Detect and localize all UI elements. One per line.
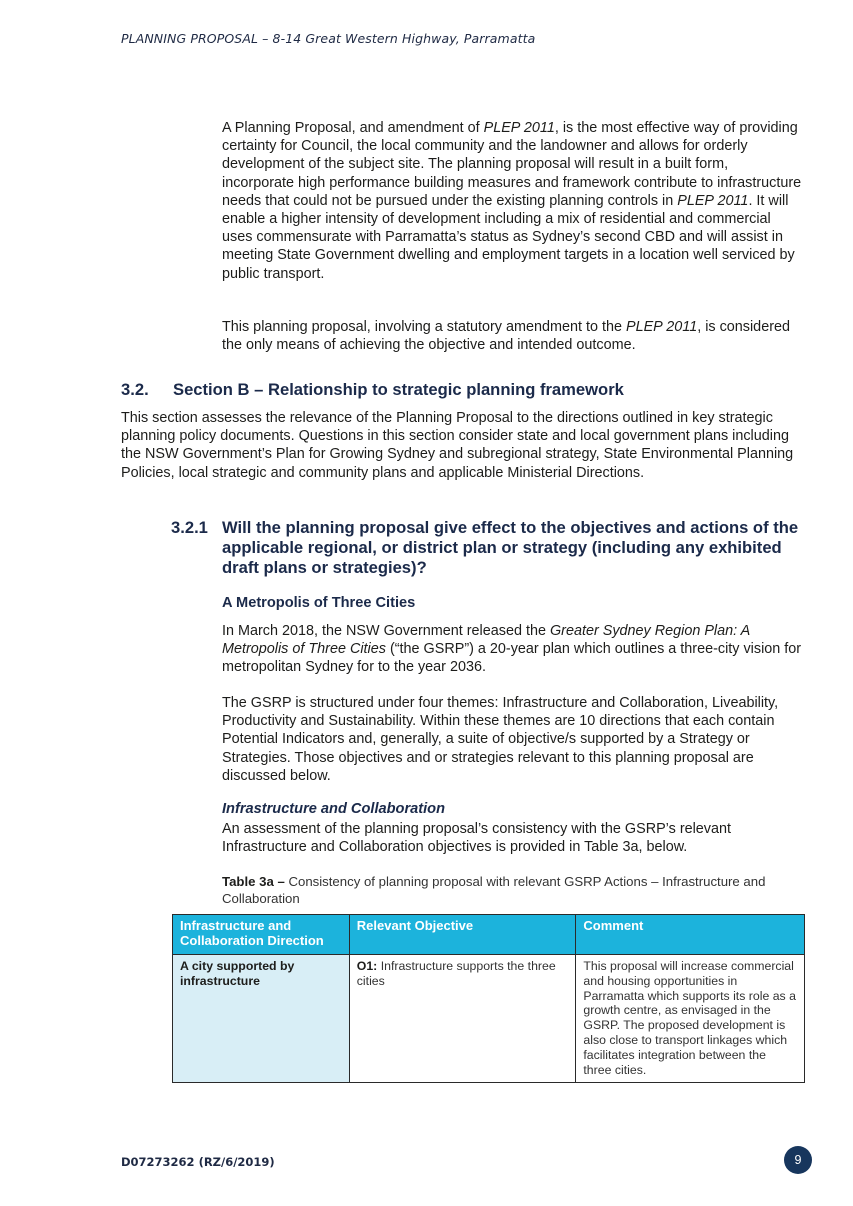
infrastructure-heading: Infrastructure and Collaboration <box>222 801 445 817</box>
subsection-number: 3.2.1 <box>171 518 208 537</box>
section-heading <box>121 380 624 400</box>
intro-paragraph-1 <box>222 119 802 283</box>
text-run: (“the GSRP”) a 20-year plan which outlines a three-city vision for metropolitan Sydney for to the year 2036. <box>222 641 802 676</box>
table-header-objective: Relevant Objective <box>349 915 576 955</box>
cell-comment: This proposal will increase commercial and housing opportunities in Parramatta which supports its role as a growth centre, as envisaged in the GSRP. The proposed development is also close to transport linkages which facilitates integration between the three cities. <box>576 955 805 1083</box>
running-header: PLANNING PROPOSAL – 8-14 Great Western Highway, Parramatta <box>121 31 536 46</box>
text-run: PLEP 2011 <box>625 319 698 335</box>
consistency-table <box>172 914 805 1083</box>
subsection-title: Will the planning proposal give effect to the objectives and actions of the applicable regional, or district plan or strategy (including any exhibited draft plans or strategies)? <box>222 518 799 577</box>
text-run: PLEP 2011 <box>483 120 555 136</box>
text-run: . It will enable a higher intensity of development including a mix of residential and commercial uses commensurate with Parramatta’s status as Sydney’s second CBD and will assist in meeting State Government dwelling and employment targets in a location well serviced by public transport. <box>222 192 795 282</box>
cell-objective <box>349 955 576 1083</box>
intro-paragraph-2 <box>222 318 802 354</box>
text-run: , is considered the only means of achieving the objective and intended outcome. <box>222 319 790 354</box>
document-id: D07273262 (RZ/6/2019) <box>121 1155 275 1169</box>
table-row <box>173 955 805 1083</box>
section-title: Section B – Relationship to strategic planning framework <box>173 380 624 399</box>
text-run: This planning proposal, involving a statutory amendment to the <box>222 319 626 335</box>
objective-label: O1: <box>356 959 378 973</box>
table-caption-text: Consistency of planning proposal with relevant GSRP Actions – Infrastructure and Collaboration <box>222 874 766 906</box>
table-header-comment: Comment <box>576 915 805 955</box>
section-body: This section assesses the relevance of the Planning Proposal to the directions outlined in key strategic planning policy documents. Questions in this section consider state and local government plans including the NSW Government’s Plan for Growing Sydney and subregional strategy, State Environmental Planning Policies, local strategic and community plans and applicable Ministerial Directions. <box>121 410 794 481</box>
metropolis-heading: A Metropolis of Three Cities <box>222 595 416 611</box>
page-number-badge: 9 <box>784 1146 812 1174</box>
infrastructure-body: An assessment of the planning proposal’s consistency with the GSRP’s relevant Infrastructure and Collaboration objectives is provided in Table 3a, below. <box>222 821 732 856</box>
text-run: Greater Sydney Region Plan: A Metropolis of Three Cities <box>222 623 750 658</box>
section-number: 3.2. <box>121 380 149 399</box>
metropolis-paragraph-1 <box>222 622 807 677</box>
text-run: , is the most effective way of providing certainty for Council, the local community and the landowner and allows for orderly development of the subject site. The planning proposal will result in a built form, incorporate high performance building measures and framework contribute to infrastructure needs that could not be pursued under the existing planning controls in <box>222 120 802 209</box>
cell-direction: A city supported by infrastructure <box>173 955 350 1083</box>
table-header-direction: Infrastructure and Collaboration Direction <box>173 915 350 955</box>
objective-text: Infrastructure supports the three cities <box>356 959 556 988</box>
table-caption <box>222 874 802 907</box>
text-run: In March 2018, the NSW Government released the <box>222 623 550 639</box>
table-caption-label: Table 3a – <box>222 874 285 889</box>
metropolis-paragraph-2: The GSRP is structured under four themes: Infrastructure and Collaboration, Liveability, Productivity and Sustainability. Within these themes are 10 directions that each contain Potential Indicators and, generally, a suite of objective/s supported by a Strategy or Strategies. Those objectives and or strategies relevant to this planning proposal are discussed below. <box>222 695 779 784</box>
text-run: A Planning Proposal, and amendment of <box>222 120 484 136</box>
text-run: PLEP 2011 <box>677 192 749 209</box>
table-header-row <box>173 915 805 955</box>
